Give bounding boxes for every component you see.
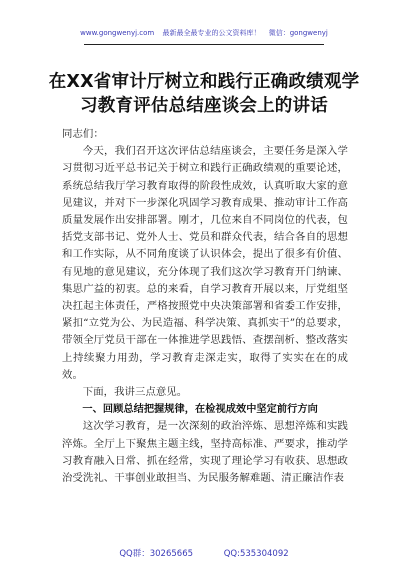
body-paragraph: 这次学习教育，是一次深刻的政治淬炼、思想淬炼和实践淬炼。全厅上下聚焦主题主线，坚持高标准、严要求，推动学习教育融入日常、抓在经常，实现了理论学习有收获、思想政治受洗礼、干事创业敢担当、为民服务解难题、清正廉洁作表 — [62, 420, 348, 485]
header-banner — [0, 28, 408, 38]
header-divider — [84, 44, 324, 45]
site-url[interactable]: www.gongwenyj.com — [80, 29, 155, 37]
header-slogan: 最新最全最专业的公文资料库！ — [162, 29, 261, 37]
body-paragraph: 下面，我讲三点意见。 — [82, 386, 188, 399]
document-body — [62, 126, 348, 487]
body-paragraph: 今天，我们召开这次评估总结座谈会，主要任务是深入学习贯彻习近平总书记关于树立和践行正确政绩观的重要论述，系统总结我厅学习教育取得的阶段性成效，认真听取大家的意见建议，并对下一步深化巩固学习教育成果、推动审计工作高质量发展作出安排部署。刚才，几位来自不同岗位的代表，包括党支部书记、党外人士、党员和群众代表，结合各自的思想和工作实际，从不同角度谈了认识体会，提出了很多有价值、有见地的意见建议，充分体现了我们这次学习教育开门纳谏、集思广益的初衷。总的来看，自学习教育开展以来，厅党组坚决扛起主体责任，严格按照党中央决策部署和省委工作安排，紧扣“立党为公、为民造福、科学决策、真抓实干”的总要求，带领全厅党员干部在一体推进学思践悟、查摆剖析、整改落实上持续聚力用劲，学习教育走深走实，取得了实实在在的成效。 — [62, 145, 348, 381]
footer-qq: QQ:535304092 — [223, 549, 289, 559]
salutation: 同志们： — [62, 128, 104, 140]
document-title: 在XX省审计厅树立和践行正确政绩观学习教育评估总结座谈会上的讲话 — [48, 72, 360, 116]
header-wechat: 微信：gongwenyj — [268, 29, 328, 37]
footer-qq-group: QQ群：30265665 — [119, 549, 194, 559]
section-heading: 一、回顾总结把握规律，在检视成效中坚定前行方向 — [82, 404, 318, 416]
footer-banner — [0, 547, 408, 559]
